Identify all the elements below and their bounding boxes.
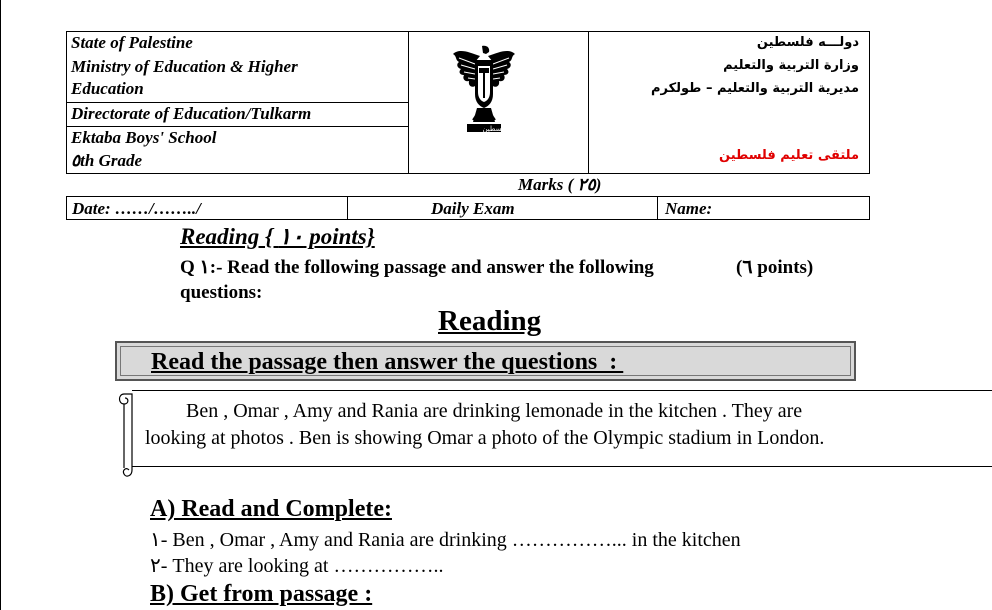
header-arabic-forum: ملتقى تعليم فلسطين	[719, 148, 859, 163]
part-a-item-1: ١- Ben , Omar , Amy and Rania are drinking ……………... in the kitchen	[150, 529, 741, 551]
header-arabic-directorate: مديرية التربية والتعليم – طولكرم	[650, 81, 859, 96]
question-cont: questions:	[180, 282, 263, 303]
header-school: Ektaba Boys' School	[71, 128, 217, 147]
part-a-item-2: ٢- They are looking at ……………..	[150, 555, 444, 577]
part-b-title: B) Get from passage :	[150, 581, 373, 607]
header-right-cell	[588, 31, 870, 174]
header-directorate: Directorate of Education/Tulkarm	[71, 104, 312, 123]
instruction-banner	[115, 341, 856, 381]
header-arabic-ministry: وزارة التربية والتعليم	[723, 58, 859, 73]
header-state: State of Palestine	[71, 33, 193, 52]
part-a-title: A) Read and Complete:	[150, 496, 392, 522]
header-ministry: Ministry of Education & Higher	[71, 57, 298, 76]
rule-top	[132, 390, 992, 391]
header-ministry-cont: Education	[71, 79, 144, 98]
header-grade: ٥th Grade	[71, 151, 143, 170]
scroll-decoration-icon	[116, 390, 140, 482]
section-title: Reading { ١٠ points}	[180, 224, 375, 249]
page-left-border	[0, 0, 1, 610]
question-text: Q ١:- Read the following passage and answer the following	[180, 257, 654, 278]
passage-line-1: Ben , Omar , Amy and Rania are drinking lemonade in the kitchen . They are	[186, 400, 803, 422]
info-row	[66, 196, 870, 220]
passage-line-2: looking at photos . Ben is showing Omar a photo of the Olympic stadium in London.	[145, 427, 825, 449]
date-field: Date: ……/……../	[72, 199, 201, 218]
banner-text: Read the passage then answer the questions :	[151, 349, 624, 375]
header-left-cell	[66, 31, 409, 174]
rule-bottom	[132, 466, 992, 467]
emblem-caption: فلسطين	[482, 125, 508, 133]
name-field: Name:	[665, 199, 713, 218]
reading-heading: Reading	[438, 305, 542, 337]
header-arabic-state: دولـــه فلسطين	[756, 35, 859, 50]
exam-label: Daily Exam	[431, 199, 515, 218]
marks-label: Marks ( ٢٥)	[518, 175, 602, 194]
question-points: (٦ points)	[736, 257, 814, 278]
header-emblem-cell	[408, 31, 589, 174]
